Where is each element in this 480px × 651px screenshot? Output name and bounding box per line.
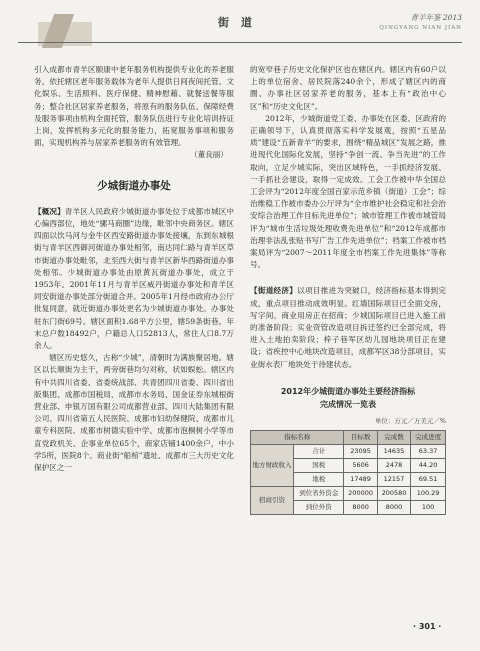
right-column xyxy=(250,64,446,515)
table-cell-target: 8000 xyxy=(344,501,377,515)
continued-paragraph: 的宽窄巷子历史文化保护区也在辖区内。辖区内有60户以上的单位宿舍、居民院落240余个，形成了辖区内的商圈、办事社区居家养老的服务，基本上有“政治中心区”和“历史文化区”。 xyxy=(250,65,446,111)
page-number: · 301 · xyxy=(413,622,442,631)
table-cell-done: 2478 xyxy=(377,459,410,473)
yearbook-name-en: QINGYANG NIAN JIAN xyxy=(379,25,462,31)
section-title: 街 道 xyxy=(218,16,256,29)
table-row xyxy=(251,487,446,501)
table-title-line2: 完成情况一览表 xyxy=(320,399,376,409)
table-cell-target: 23095 xyxy=(344,445,377,459)
economy-tag: 【街道经济】 xyxy=(250,286,298,296)
article-title: 少城街道办事处 xyxy=(97,179,171,192)
table-header-done: 完成数 xyxy=(377,431,410,445)
table-cell-progress: 63.37 xyxy=(411,445,446,459)
intro-paragraph: 引入成都市青羊区颐康中老年服务机构提供专业化的养老服务，依托辖区老年服务载体为老年人提供日间夜间托管、文化娱乐、生活照料、医疗保健、精神慰藉、就餐送餐等服务；整合社区居家养老服务，将原有的服务队伍、保障经费及服务事项由机构全面托管，服务队伍进行专业化培训持证上岗，发挥机构多元化的服务能力，拓宽服务事项和服务面，实现机构养与居家养老服务的有效管理。 xyxy=(34,65,234,148)
economy-text: 以项目推进为突破口，经济指标基本得到完成，重点项目推动成效明显。红墙国际项目已全面交房，写字间、商业用房正在招商；少城国际项目已进入施工前的准备阶段；实业资管改造项目拆迁签约已全部完成，将进入土地拍卖阶段；梓子巷军区幼儿园地块项目正在建设；省疾控中心地块改造项目，成都军区38分部项目，实业街水表厂地块处于待建状态。 xyxy=(250,286,447,369)
table-header-row xyxy=(251,431,446,445)
table-cell-progress: 69.51 xyxy=(411,473,446,487)
table-cell-target: 17489 xyxy=(344,473,377,487)
table-header-progress: 完成进度 xyxy=(411,431,446,445)
history-paragraph: 辖区历史悠久，古称“少城”，清朝时为满族聚居地。辖区以长顺街为主干，两旁街巷均匀对称，状如蜈蚣。辖区内有中共四川省委、省委统战部、共青团四川省委、四川省出版集团、成都市国税局、成都市水务局、国金证券东城根街营业部、申银万国有限公司成都营业部、四川大陆集团有限公司、四川省第五人民医院、成都市妇幼保健院、成都市儿童专科医院、成都市树德实验中学、成都市泡桐树小学等市直党政机关、企事业单位65个，商家店铺1400余户，中小学5所，医院8个。商业街“船棺”遗址、成都市三大历史文化保护区之一 xyxy=(34,353,234,473)
table-cell-done: 8000 xyxy=(377,501,410,515)
page-header xyxy=(18,4,462,56)
overview-tag: 【概况】 xyxy=(34,206,65,216)
table-header-name: 指标名称 xyxy=(251,431,344,445)
table-cell-sub: 国税 xyxy=(294,459,344,473)
table-row xyxy=(251,445,446,459)
table-cell-done: 12157 xyxy=(377,473,410,487)
intro-source: （董良丽） xyxy=(190,150,228,160)
table-header-target: 目标数 xyxy=(344,431,377,445)
table-cell-progress: 100.29 xyxy=(411,487,446,501)
economic-indicators-table xyxy=(250,430,446,515)
table-cell-progress: 44.20 xyxy=(411,459,446,473)
overview-text: 青羊区人民政府少城街道办事处位于成都市城区中心偏西部位，地处“骡马商圈”边缘，毗邻中央商务区。辖区四面以饮马河与金牛区西安路街道办事处接壤，东到东城根街与青羊区西御河街道办事处相邻，南达同仁路与青羊区草市街道办事处毗邻，北至西大街与青羊区新华西路街道办事处相邻。少城街道办事处由原黄瓦街道办事处，成立于1953年。2001年11月与青羊区威丹街道办事处和青羊区同安街道办事处部分街道合并。2005年1月经市政府办公厅批复同意，就近街道办事处更名为少城街道办事处。办事处驻东门街69号。辖区面积1.68平方公里，辖59条街巷。年末总户数18492户，户籍总人口52813人，常住人口8.7万余人。 xyxy=(34,206,235,351)
table-group-fiscal: 地方财政收入 xyxy=(251,445,294,487)
party-work-paragraph: 2012年，少城街道党工委、办事处在区委、区政府的正确领导下，认真贯彻落实科学发展观，按照“五星品质”建设“五新青羊”的要求，围绕“精品城区”发展之路，推进现代化国际化发展，坚持“争创一流、争当先进”的工作取向，立足少城实际，突出区域特色，一手抓经济发展、一手抓社会建设，取得一定成效。工会工作被中华全国总工会评为“2012年度全国百家示范乡镇（街道）工会”；综治维稳工作被市委办公厅评为“全市维护社会稳定和社会治安综合治理工作目标先进单位”；城市管理工作被市城管局评为“城市生活垃圾处理收费先进单位”和“2012年成都市治理非法乱张贴书写广告工作先进单位”；档案工作被市档案局评为“2007～2011年度全市档案工作先进集体”等称号。 xyxy=(250,113,446,270)
table-cell-done: 14635 xyxy=(377,445,410,459)
table-title xyxy=(250,385,446,411)
table-cell-sub: 地税 xyxy=(294,473,344,487)
table-cell-progress: 100 xyxy=(411,501,446,515)
header-rule xyxy=(18,42,462,43)
table-cell-done: 200580 xyxy=(377,487,410,501)
table-cell-target: 5606 xyxy=(344,459,377,473)
table-title-line1: 2012年少城街道办事处主要经济指标 xyxy=(280,386,416,396)
table-unit: 单位：万元／万美元／% xyxy=(374,416,446,425)
table-cell-sub: 到位省外资金 xyxy=(294,487,344,501)
left-column xyxy=(34,64,234,474)
table-group-investment: 招商引资 xyxy=(251,487,294,515)
yearbook-name: 青羊年鉴 2013 xyxy=(410,13,462,22)
overview-paragraph xyxy=(34,206,234,352)
yearbook-label xyxy=(379,12,462,31)
economy-paragraph xyxy=(250,285,446,370)
table-cell-target: 200000 xyxy=(344,487,377,501)
table-cell-sub: 到位外资 xyxy=(294,501,344,515)
table-cell-sub: 合计 xyxy=(294,445,344,459)
